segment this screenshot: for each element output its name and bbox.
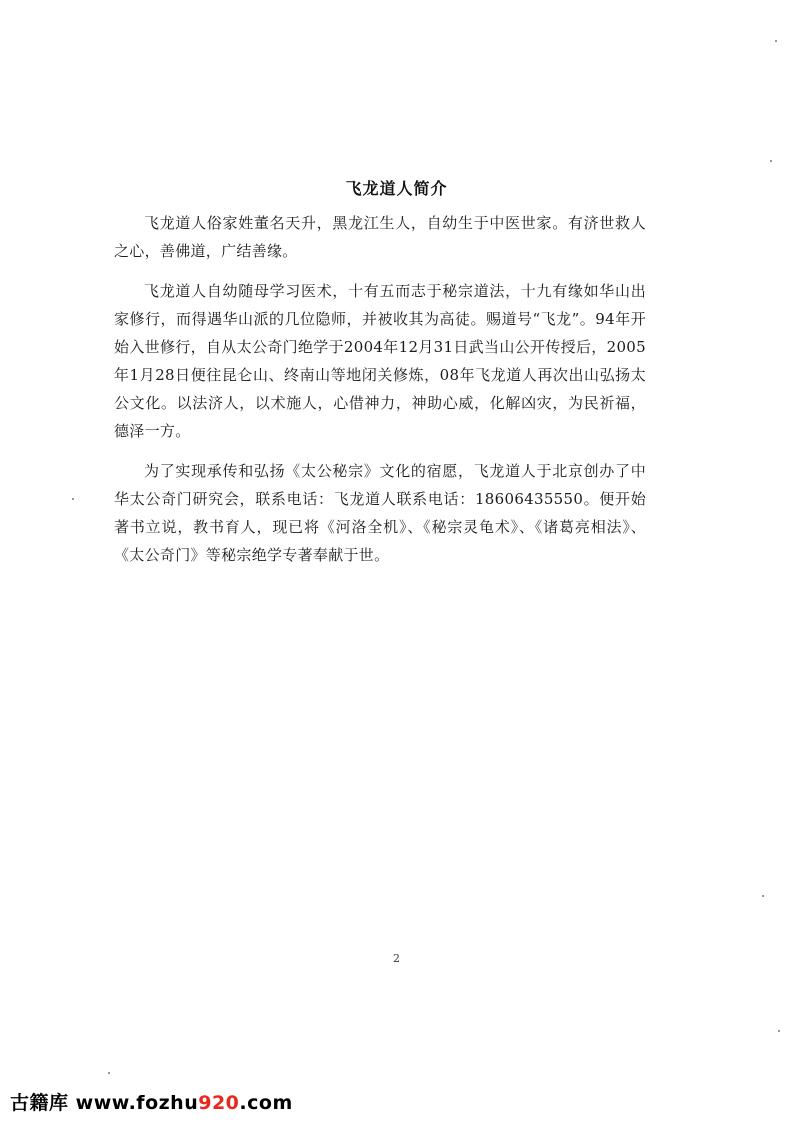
paragraph-history: 飞龙道人自幼随母学习医术，十有五而志于秘宗道法，十九有缘如华山出家修行，而得遇华山派的几位隐师，并被收其为高徒。赐道号“飞龙”。94年开始入世修行，自从太公奇门绝学于2004年12月31日武当山公开传授后，2005年1月28日便往昆仑山、终南山等地闭关修炼，08年飞龙道人再次出山弘扬太公文化。以法济人，以术施人，心借神力，神助心威，化解凶灾，为民祈福，德泽一方。 bbox=[114, 282, 646, 440]
page-number: 2 bbox=[393, 952, 400, 965]
document-title: 飞龙道人简介 bbox=[345, 179, 448, 198]
site-watermark bbox=[10, 1088, 293, 1115]
document-body bbox=[114, 209, 646, 581]
paragraph-intro: 飞龙道人俗家姓董名天升，黑龙江生人，自幼生于中医世家。有济世救人之心，善佛道，广结善缘。 bbox=[114, 214, 646, 260]
watermark-url-prefix: www.fozhu bbox=[75, 1092, 199, 1114]
paragraph-works: 为了实现承传和弘扬《太公秘宗》文化的宿愿，飞龙道人于北京创办了中华太公奇门研究会，联系电话：飞龙道人联系电话：18606435550。便开始著书立说，教书育人，现已将《河洛全机》、《秘宗灵龟术》、《诸葛亮相法》、《太公奇门》等秘宗绝学专著奉献于世。 bbox=[114, 462, 646, 564]
watermark-url-number: 920 bbox=[198, 1092, 240, 1114]
scan-speck bbox=[762, 895, 764, 897]
watermark-site-name: 古籍库 bbox=[10, 1092, 69, 1114]
scan-speck bbox=[778, 1030, 780, 1032]
watermark-url-suffix: .com bbox=[239, 1092, 293, 1114]
scan-speck bbox=[72, 498, 74, 500]
scan-speck bbox=[770, 160, 772, 162]
scan-speck bbox=[108, 1072, 110, 1074]
scan-speck bbox=[775, 40, 777, 42]
